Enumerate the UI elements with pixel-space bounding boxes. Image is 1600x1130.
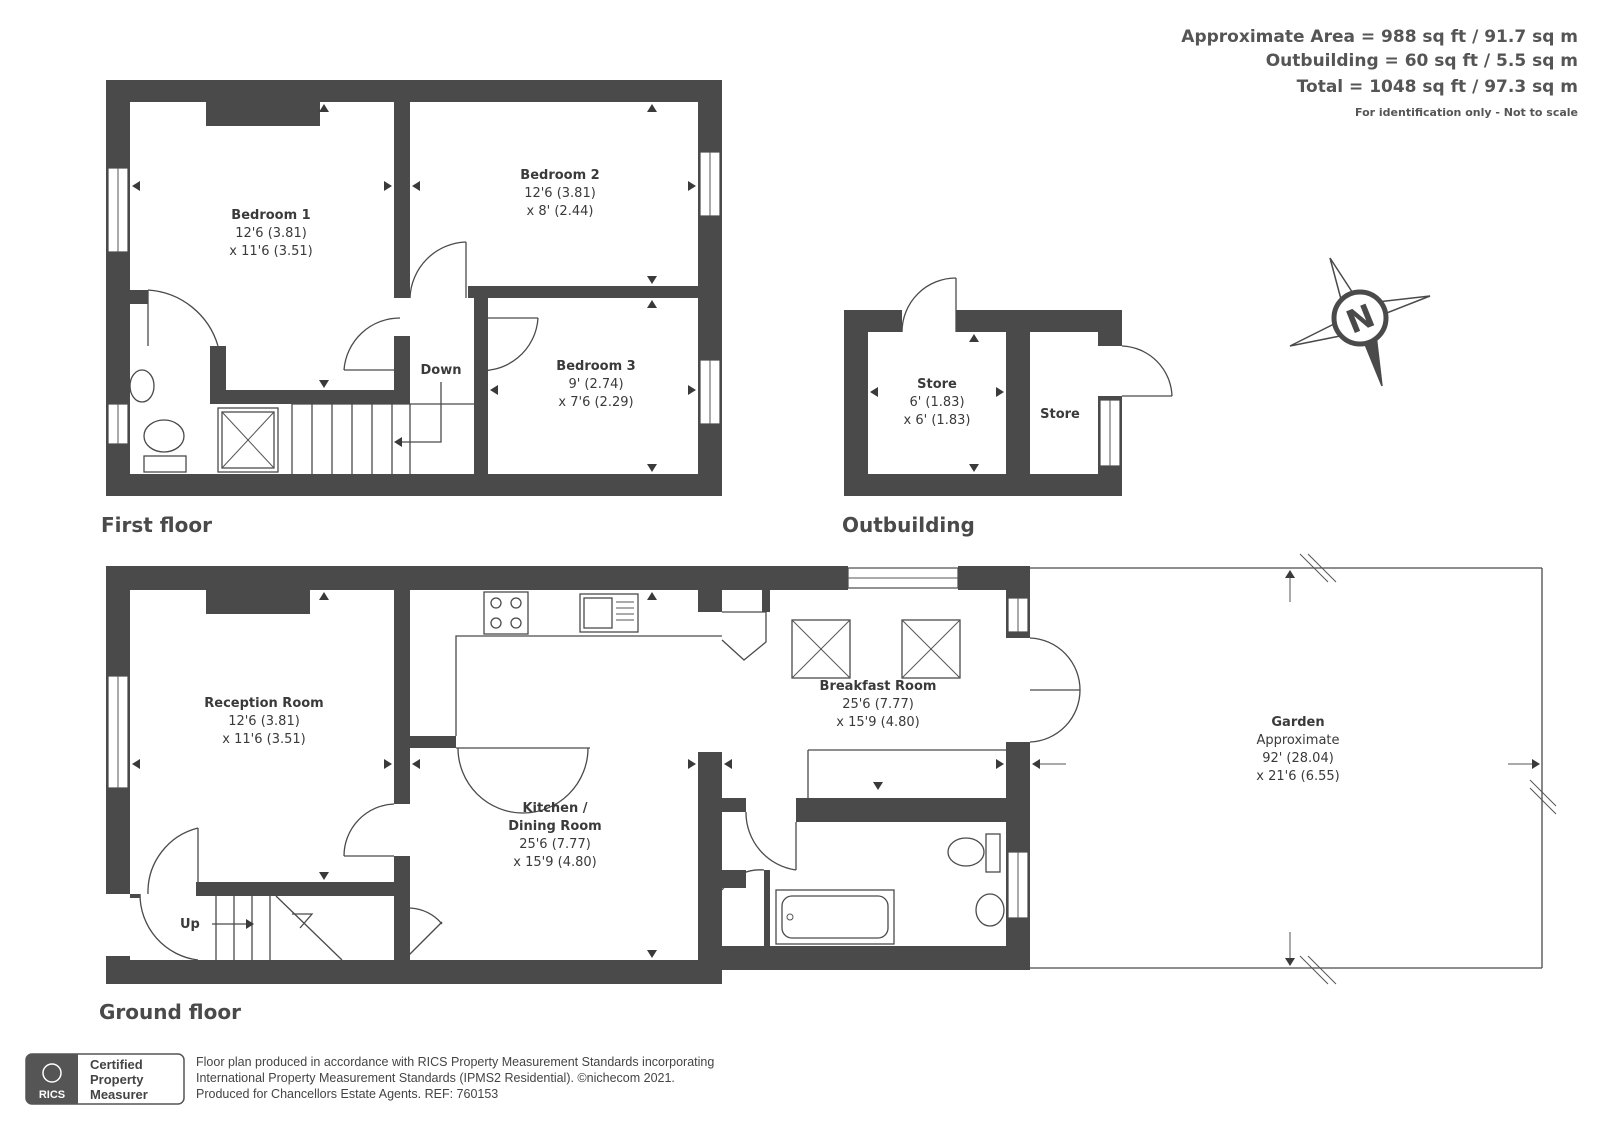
kitchen-name-line2: Dining Room — [508, 819, 602, 834]
bedroom-3-dim2: x 7'6 (2.29) — [558, 395, 634, 410]
staircase — [212, 896, 342, 960]
toilet — [144, 420, 186, 472]
outbuilding-area: Outbuilding = 60 sq ft / 5.5 sq m — [1265, 51, 1578, 71]
stairs-down-label: Down — [420, 363, 462, 378]
bedroom-2-dim2: x 8' (2.44) — [526, 204, 594, 219]
kitchen-dim1: 25'6 (7.77) — [519, 837, 591, 852]
compass-icon — [1290, 258, 1430, 386]
badge-line2: Property — [90, 1072, 144, 1087]
store-1-dim2: x 6' (1.83) — [903, 413, 971, 428]
first-floor-title: First floor — [101, 513, 212, 537]
garden-note: Approximate — [1256, 733, 1340, 748]
footer-line2: International Property Measurement Standards (IPMS2 Residential). ©nichecom 2021. — [196, 1071, 675, 1085]
kitchen-name-line1: Kitchen / — [522, 801, 588, 816]
breakfast-room-dim1: 25'6 (7.77) — [842, 697, 914, 712]
garden-dim2: x 21'6 (6.55) — [1256, 769, 1340, 784]
shower-tray — [218, 408, 278, 472]
store-1-name: Store — [917, 377, 957, 392]
total-area: Total = 1048 sq ft / 97.3 sq m — [1296, 77, 1578, 97]
footer-notes — [196, 1055, 714, 1101]
breakfast-room-dim2: x 15'9 (4.80) — [836, 715, 920, 730]
store-1-dim1: 6' (1.83) — [909, 395, 965, 410]
stairs-up-label: Up — [180, 917, 200, 932]
kitchen-sink — [580, 594, 638, 632]
ground-floor-title: Ground floor — [99, 1000, 241, 1024]
rics-badge — [26, 1054, 184, 1104]
skylight — [792, 620, 850, 678]
rics-mark: RICS — [38, 1089, 66, 1101]
bedroom-3-dim1: 9' (2.74) — [568, 377, 624, 392]
outbuilding-plan — [842, 278, 1172, 537]
skylight — [902, 620, 960, 678]
kitchen-dim2: x 15'9 (4.80) — [513, 855, 597, 870]
bedroom-1-dim2: x 11'6 (3.51) — [229, 244, 313, 259]
badge-line1: Certified — [90, 1057, 143, 1072]
area-summary — [1181, 27, 1578, 119]
reception-room-dim1: 12'6 (3.81) — [228, 714, 300, 729]
reception-room-dim2: x 11'6 (3.51) — [222, 732, 306, 747]
breakfast-room-name: Breakfast Room — [819, 679, 937, 694]
approximate-area: Approximate Area = 988 sq ft / 91.7 sq m — [1181, 27, 1578, 47]
wash-basin — [976, 894, 1004, 926]
bedroom-2-name: Bedroom 2 — [520, 168, 600, 183]
first-floor-plan — [101, 80, 722, 537]
compass-north-letter: N — [1340, 296, 1380, 342]
store-2-name: Store — [1040, 407, 1080, 422]
reception-room-name: Reception Room — [204, 696, 324, 711]
badge-line3: Measurer — [90, 1087, 148, 1102]
dimension-markers — [132, 570, 1540, 966]
bedroom-1-dim1: 12'6 (3.81) — [235, 226, 307, 241]
bath — [776, 890, 894, 944]
disclaimer: For identification only - Not to scale — [1355, 106, 1578, 119]
outbuilding-title: Outbuilding — [842, 513, 975, 537]
bedroom-3-name: Bedroom 3 — [556, 359, 636, 374]
garden-dim1: 92' (28.04) — [1262, 751, 1334, 766]
wash-basin — [130, 370, 154, 402]
footer-line1: Floor plan produced in accordance with RICS Property Measurement Standards incorporating — [196, 1055, 715, 1069]
footer-line3: Produced for Chancellors Estate Agents. REF: 760153 — [196, 1087, 499, 1101]
bedroom-1-name: Bedroom 1 — [231, 208, 311, 223]
toilet — [948, 834, 1000, 872]
garden-name: Garden — [1271, 715, 1325, 730]
hob — [484, 592, 528, 634]
ground-floor-plan — [99, 554, 1556, 1024]
bedroom-2-dim1: 12'6 (3.81) — [524, 186, 596, 201]
